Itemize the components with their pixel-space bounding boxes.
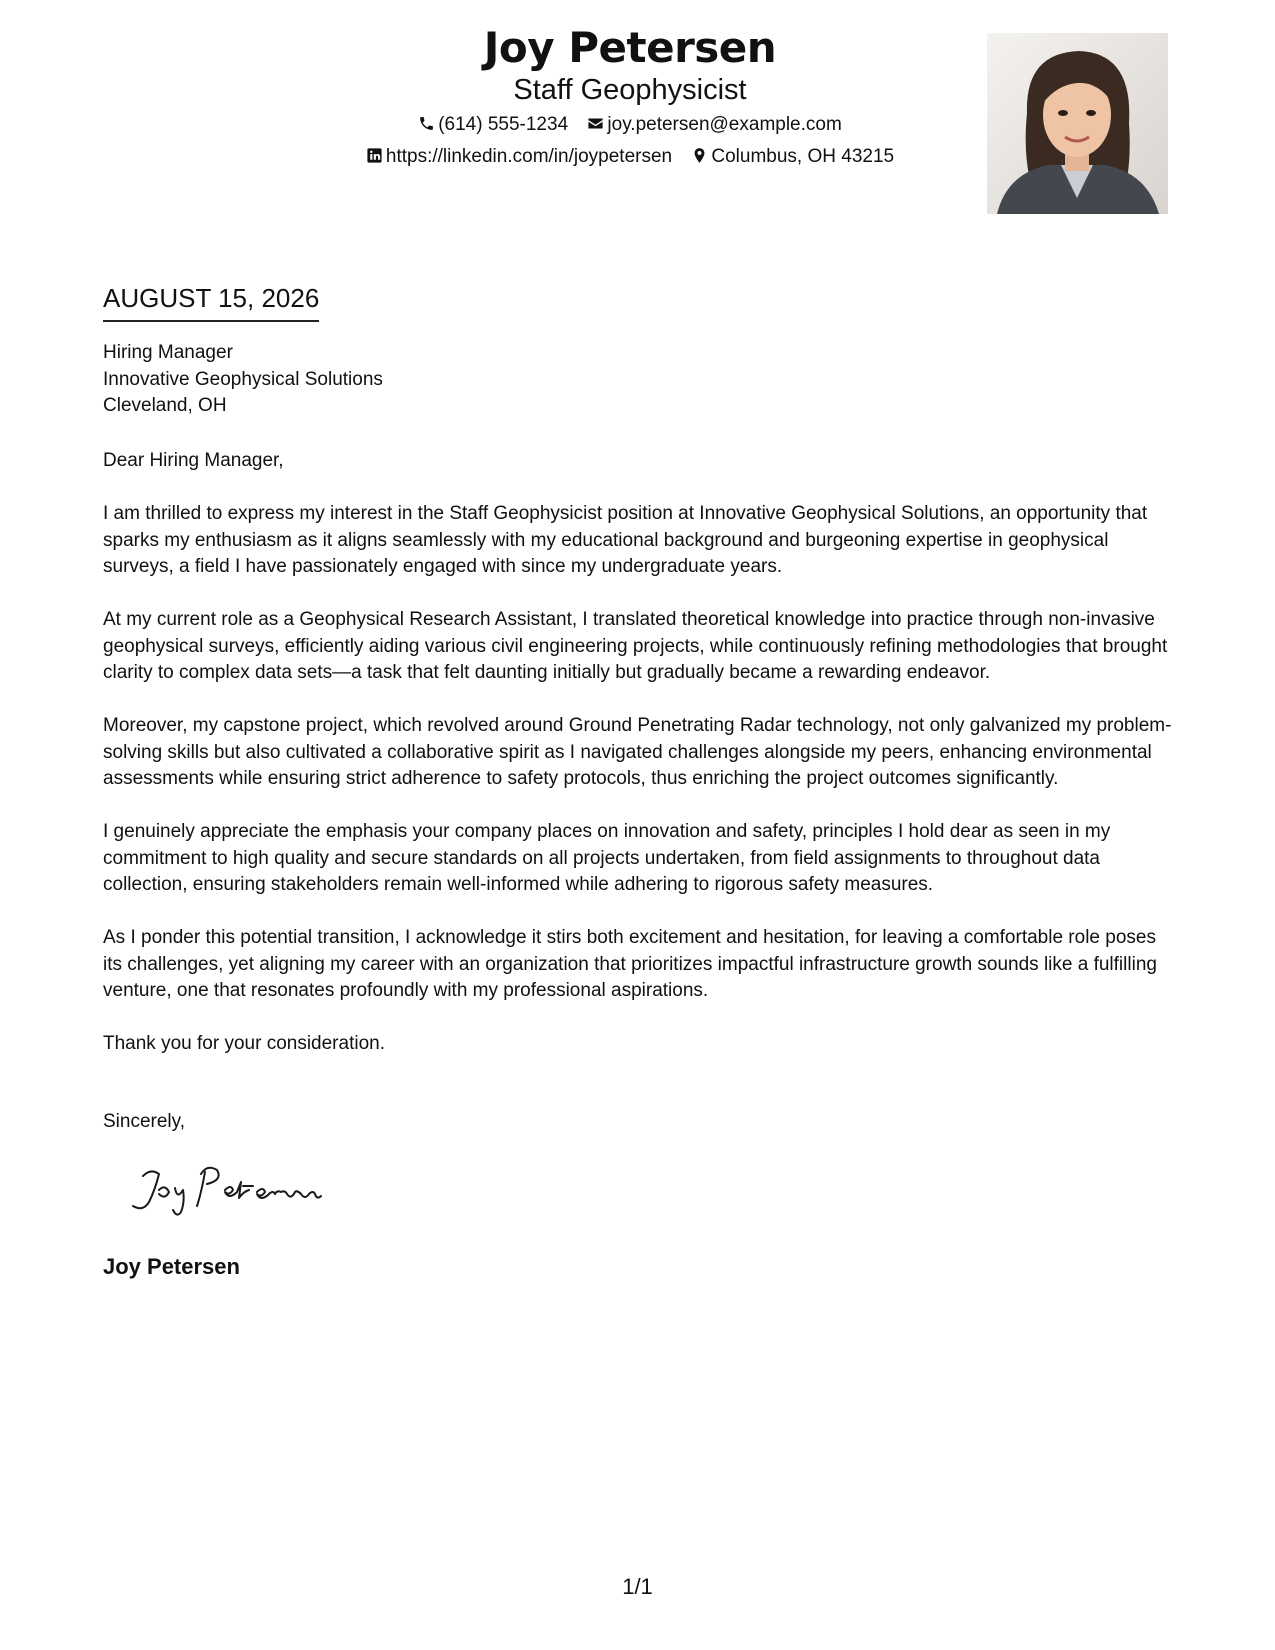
letter-content [103, 448, 1173, 1084]
contact-linkedin [366, 144, 672, 170]
paragraph: Moreover, my capstone project, which revolved around Ground Penetrating Radar technology, not only galvanized my problem-solving skills but also cultivated a collaborative spirit as I navigated challenges alongside my peers, enhancing environmental assessments while ensuring strict adherence to safety protocols, thus enriching the project outcomes significantly. [103, 715, 1172, 789]
paragraph: At my current role as a Geophysical Research Assistant, I translated theoretical knowledge into practice through non-invasive geophysical surveys, efficiently aiding various civil engineering projects, while continuously refining methodologies that brought clarity to complex data sets—a task that felt daunting initially but gradually became a rewarding endeavor. [103, 609, 1168, 683]
email-text: joy.petersen@example.com [607, 114, 842, 135]
handwritten-signature [125, 1160, 345, 1220]
envelope-icon [587, 115, 604, 132]
phone-text: (614) 555-1234 [438, 114, 569, 135]
page-number: 1/1 [622, 1574, 653, 1599]
thank-you-line: Thank you for your consideration. [103, 1033, 385, 1054]
paragraph: I am thrilled to express my interest in the Staff Geophysicist position at Innovative Geophysical Solutions, an opportunity that sparks my enthusiasm as it aligns seamlessly with my educational background and burgeoning expertise in geophysical surveys, a field I have passionately engaged with since my undergraduate years. [103, 503, 1148, 577]
salutation: Dear Hiring Manager, [103, 450, 284, 471]
applicant-title: Staff Geophysicist [513, 74, 747, 106]
applicant-name: Joy Petersen [483, 23, 777, 72]
letter-date: AUGUST 15, 2026 [103, 280, 319, 322]
recipient-block [103, 340, 383, 420]
recipient-name: Hiring Manager [103, 342, 233, 363]
closing: Sincerely, [103, 1111, 186, 1132]
contact-location [691, 144, 894, 170]
contact-phone [418, 112, 568, 138]
signer-name: Joy Petersen [103, 1254, 240, 1279]
paragraph: I genuinely appreciate the emphasis your company places on innovation and safety, principles I hold dear as seen in my commitment to high quality and secure standards on all projects undertaken, from field assignments to throughout data collection, ensuring stakeholders remain well-informed while adhering to rigorous safety measures. [103, 821, 1111, 895]
linkedin-text: https://linkedin.com/in/joypetersen [385, 146, 673, 167]
phone-icon [418, 115, 435, 132]
location-text: Columbus, OH 43215 [711, 146, 895, 167]
recipient-company: Innovative Geophysical Solutions [103, 368, 383, 390]
contact-email [587, 112, 841, 138]
paragraph: As I ponder this potential transition, I acknowledge it stirs both excitement and hesitation, for leaving a comfortable role poses its challenges, yet aligning my career with an organization that prioritizes impactful infrastructure growth sounds like a fulfilling venture, one that resonates profoundly with my professional aspirations. [103, 927, 1157, 1001]
linkedin-icon [366, 147, 383, 164]
profile-photo [987, 33, 1168, 214]
recipient-location: Cleveland, OH [103, 395, 227, 416]
map-pin-icon [691, 147, 708, 164]
